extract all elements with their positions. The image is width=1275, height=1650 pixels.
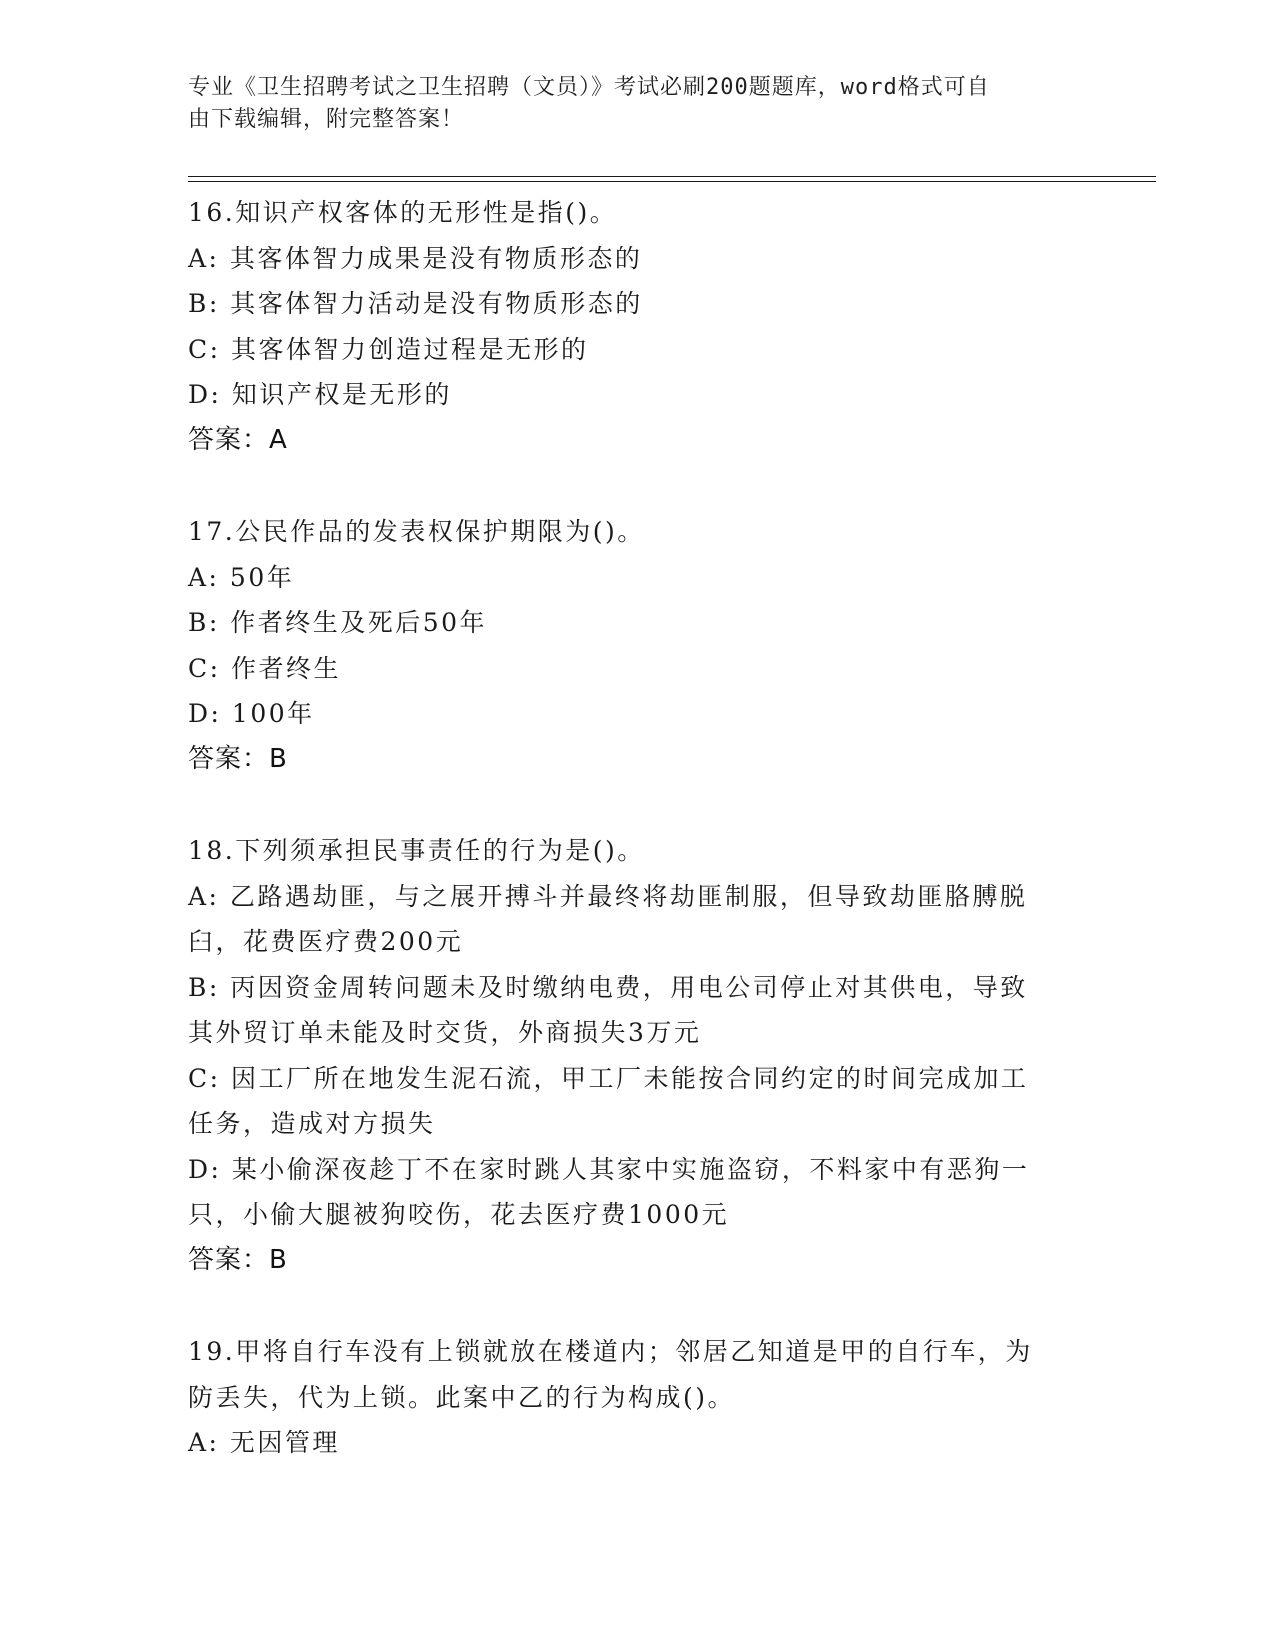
question-spacer [188,782,1068,828]
option-b: B: 丙因资金周转问题未及时缴纳电费，用电公司停止对其供电，导致 [188,972,1028,1002]
answer-label: 答案：B [188,743,288,774]
question-16 [188,190,1068,463]
question-stem: 18.下列须承担民事责任的行为是()。 [188,836,645,865]
option-a-continued: 臼，花费医疗费200元 [188,927,464,956]
option-a: A: 50年 [188,562,295,592]
option-a: A: 乙路遇劫匪，与之展开搏斗并最终将劫匪制服，但导致劫匪胳膊脱 [188,881,1028,911]
header-intro-line-1: 专业《卫生招聘考试之卫生招聘（文员）》考试必刷200题题库，word格式可自 [188,75,990,100]
option-a: A: 其客体智力成果是没有物质形态的 [188,243,643,273]
question-19 [188,1329,1068,1466]
answer-label: 答案：B [188,1244,288,1275]
option-c: C: 其客体智力创造过程是无形的 [188,334,589,364]
option-b: B: 其客体智力活动是没有物质形态的 [188,289,643,318]
option-b: B: 作者终生及死后50年 [188,608,488,637]
question-18 [188,828,1068,1283]
option-d: D: 知识产权是无形的 [188,380,452,409]
question-stem: 19.甲将自行车没有上锁就放在楼道内；邻居乙知道是甲的自行车，为 [188,1337,1033,1366]
option-a: A: 无因管理 [188,1428,340,1457]
question-spacer [188,1283,1068,1329]
option-d: D: 100年 [188,699,315,728]
question-17 [188,509,1068,782]
header-rule-top [188,176,1156,177]
question-stem: 16.知识产权客体的无形性是指()。 [188,198,618,227]
question-stem: 17.公民作品的发表权保护期限为()。 [188,517,645,546]
option-c: C: 作者终生 [188,653,341,683]
question-spacer [188,463,1068,509]
option-d: D: 某小偷深夜趁丁不在家时跳人其家中实施盗窃，不料家中有恶狗一 [188,1154,1030,1184]
question-list [188,190,1068,1466]
answer-label: 答案：A [188,424,288,455]
option-c: C: 因工厂所在地发生泥石流，甲工厂未能按合同约定的时间完成加工 [188,1063,1029,1093]
question-stem-continued: 防丢失，代为上锁。此案中乙的行为构成()。 [188,1382,736,1412]
option-c-continued: 任务，造成对方损失 [188,1109,436,1138]
option-d-continued: 只，小偷大腿被狗咬伤，花去医疗费1000元 [188,1200,730,1229]
option-b-continued: 其外贸订单未能及时交货，外商损失3万元 [188,1018,702,1047]
header-rule-bottom [188,181,1156,182]
document-header [188,72,1068,136]
header-intro-line-2: 由下载编辑，附完整答案！ [188,107,465,132]
